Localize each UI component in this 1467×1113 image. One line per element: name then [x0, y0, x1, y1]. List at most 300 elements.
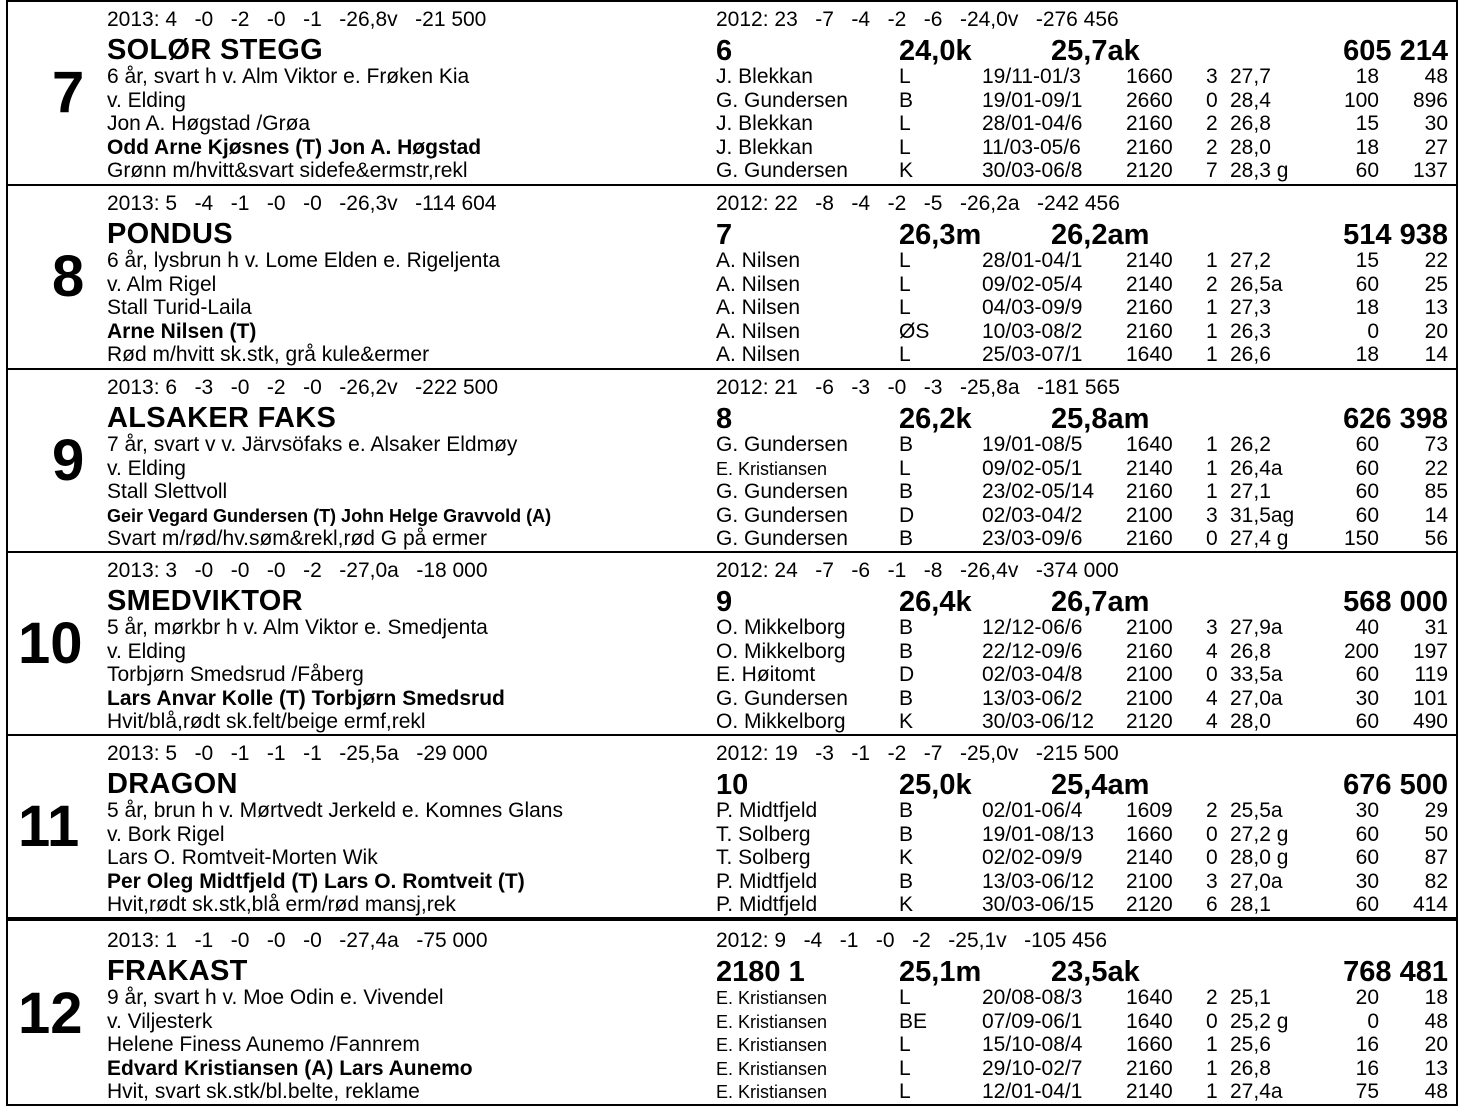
- info-line: Grønn m/hvitt&svart sidefe&ermstr,rekl: [107, 159, 468, 182]
- start-number: 10: [716, 769, 749, 801]
- info-line: v. Viljesterk: [107, 1010, 213, 1033]
- race-time: 28,4: [1230, 89, 1271, 112]
- race-distance: 2140: [1126, 846, 1173, 869]
- info-line: v. Elding: [107, 457, 186, 480]
- race-driver: E. Høitomt: [716, 663, 816, 686]
- info-line: Hvit,rødt sk.stk,blå erm/rød mansj,rek: [107, 893, 456, 916]
- race-place: 2: [1206, 136, 1218, 159]
- race-prize: 87: [1424, 846, 1448, 869]
- race-odds: 18: [1355, 65, 1379, 88]
- race-date: 30/03-06/15: [982, 893, 1095, 916]
- race-odds: 60: [1355, 457, 1379, 480]
- race-date: 20/08-08/3: [982, 986, 1083, 1009]
- info-line: Lars O. Romtveit-Morten Wik: [107, 846, 378, 869]
- race-odds: 200: [1343, 640, 1379, 663]
- race-track: B: [899, 527, 914, 550]
- race-date: 19/01-08/13: [982, 823, 1095, 846]
- race-time: 26,6: [1230, 343, 1271, 366]
- race-time: 26,8: [1230, 640, 1271, 663]
- race-distance: 1640: [1126, 1010, 1173, 1033]
- info-line: Rød m/hvitt sk.stk, grå kule&ermer: [107, 343, 430, 366]
- race-track: B: [899, 433, 914, 456]
- program-number: 8: [52, 244, 85, 309]
- total-earnings: 626 398: [1343, 403, 1448, 435]
- race-driver: T. Solberg: [716, 823, 811, 846]
- race-driver: G. Gundersen: [716, 687, 848, 710]
- total-earnings: 768 481: [1343, 956, 1448, 988]
- race-driver: G. Gundersen: [716, 480, 848, 503]
- race-place: 2: [1206, 112, 1218, 135]
- race-prize: 101: [1412, 687, 1448, 710]
- info-line: 9 år, svart h v. Moe Odin e. Vivendel: [107, 986, 444, 1009]
- race-date: 23/03-09/6: [982, 527, 1083, 550]
- race-time: 33,5a: [1230, 663, 1283, 686]
- race-driver: J. Blekkan: [716, 112, 813, 135]
- race-distance: 2160: [1126, 480, 1173, 503]
- info-line: v. Elding: [107, 640, 186, 663]
- race-distance: 2160: [1126, 320, 1173, 343]
- race-odds: 30: [1355, 799, 1379, 822]
- info-line: v. Bork Rigel: [107, 823, 225, 846]
- race-distance: 2120: [1126, 893, 1173, 916]
- race-place: 0: [1206, 846, 1218, 869]
- race-track: K: [899, 893, 914, 916]
- race-date: 02/01-06/4: [982, 799, 1083, 822]
- info-line: 7 år, svart v v. Järvsöfaks e. Alsaker Eldmøy: [107, 433, 518, 456]
- race-time: 25,1: [1230, 986, 1271, 1009]
- race-place: 6: [1206, 893, 1218, 916]
- race-time: 28,1: [1230, 893, 1271, 916]
- race-place: 1: [1206, 1033, 1218, 1056]
- race-place: 2: [1206, 986, 1218, 1009]
- race-time: 31,5ag: [1230, 504, 1295, 527]
- race-time: 26,2: [1230, 433, 1271, 456]
- race-distance: 1640: [1126, 986, 1173, 1009]
- race-date: 13/03-06/12: [982, 870, 1095, 893]
- race-track: B: [899, 616, 914, 639]
- race-odds: 16: [1355, 1057, 1379, 1080]
- stats-2012: 2012: 23 -7 -4 -2 -6 -24,0v -276 456: [716, 8, 1119, 31]
- race-date: 11/03-05/6: [982, 136, 1081, 159]
- info-line: Stall Slettvoll: [107, 480, 228, 503]
- race-time: 25,6: [1230, 1033, 1271, 1056]
- start-number: 2180 1: [716, 956, 805, 988]
- race-driver: E. Kristiansen: [716, 459, 828, 479]
- race-time: 28,0: [1230, 710, 1271, 733]
- race-date: 15/10-08/4: [982, 1033, 1083, 1056]
- race-odds: 150: [1343, 527, 1379, 550]
- horse-name: DRAGON: [107, 768, 238, 800]
- race-driver: E. Kristiansen: [716, 1059, 828, 1079]
- race-driver: G. Gundersen: [716, 527, 848, 550]
- race-date: 02/03-04/2: [982, 504, 1083, 527]
- race-prize: 48: [1424, 1080, 1448, 1103]
- race-prize: 85: [1424, 480, 1448, 503]
- race-distance: 2160: [1126, 527, 1173, 550]
- race-track: L: [899, 1057, 911, 1080]
- race-time: 27,9a: [1230, 616, 1283, 639]
- race-track: K: [899, 846, 914, 869]
- race-date: 22/12-09/6: [982, 640, 1083, 663]
- race-place: 0: [1206, 1010, 1218, 1033]
- race-place: 1: [1206, 249, 1218, 272]
- race-prize: 29: [1424, 799, 1448, 822]
- race-distance: 2100: [1126, 687, 1173, 710]
- race-odds: 60: [1355, 480, 1379, 503]
- race-odds: 60: [1355, 846, 1379, 869]
- program-number: 11: [18, 794, 80, 859]
- race-prize: 25: [1424, 273, 1448, 296]
- horse-name: FRAKAST: [107, 955, 248, 987]
- race-distance: 2160: [1126, 112, 1173, 135]
- race-date: 09/02-05/4: [982, 273, 1083, 296]
- race-prize: 896: [1412, 89, 1448, 112]
- race-odds: 60: [1355, 710, 1379, 733]
- race-driver: G. Gundersen: [716, 159, 848, 182]
- race-prize: 13: [1424, 296, 1448, 319]
- race-distance: 2100: [1126, 504, 1173, 527]
- info-line: Odd Arne Kjøsnes (T) Jon A. Høgstad: [107, 136, 482, 159]
- race-place: 1: [1206, 1057, 1218, 1080]
- race-prize: 490: [1412, 710, 1448, 733]
- record-time-1: 26,4k: [899, 586, 972, 618]
- race-distance: 2120: [1126, 710, 1173, 733]
- race-track: B: [899, 640, 914, 663]
- record-time-1: 24,0k: [899, 35, 972, 67]
- info-line: Edvard Kristiansen (A) Lars Aunemo: [107, 1057, 473, 1080]
- race-place: 3: [1206, 504, 1218, 527]
- race-driver: O. Mikkelborg: [716, 640, 846, 663]
- race-driver: E. Kristiansen: [716, 988, 828, 1008]
- race-place: 4: [1206, 687, 1218, 710]
- total-earnings: 568 000: [1343, 586, 1448, 618]
- race-time: 27,2: [1230, 249, 1271, 272]
- race-driver: E. Kristiansen: [716, 1082, 828, 1102]
- race-date: 12/01-04/1: [982, 1080, 1083, 1103]
- race-prize: 197: [1412, 640, 1448, 663]
- race-distance: 2160: [1126, 1057, 1173, 1080]
- race-place: 1: [1206, 457, 1218, 480]
- race-prize: 73: [1424, 433, 1448, 456]
- race-odds: 60: [1355, 504, 1379, 527]
- race-place: 0: [1206, 823, 1218, 846]
- program-number: 9: [52, 428, 85, 493]
- race-time: 26,4a: [1230, 457, 1283, 480]
- race-odds: 18: [1355, 296, 1379, 319]
- race-prize: 48: [1424, 1010, 1448, 1033]
- info-line: v. Elding: [107, 89, 186, 112]
- horse-name: SOLØR STEGG: [107, 34, 323, 66]
- race-date: 29/10-02/7: [982, 1057, 1083, 1080]
- race-time: 26,3: [1230, 320, 1271, 343]
- info-line: Lars Anvar Kolle (T) Torbjørn Smedsrud: [107, 687, 505, 710]
- race-distance: 2100: [1126, 663, 1173, 686]
- record-time-2: 26,2am: [1051, 219, 1150, 251]
- race-distance: 2160: [1126, 296, 1173, 319]
- race-date: 09/02-05/1: [982, 457, 1083, 480]
- race-odds: 60: [1355, 159, 1379, 182]
- info-line: Per Oleg Midtfjeld (T) Lars O. Romtveit (T): [107, 870, 525, 893]
- race-date: 19/01-08/5: [982, 433, 1083, 456]
- race-track: B: [899, 799, 914, 822]
- race-prize: 137: [1412, 159, 1448, 182]
- race-date: 02/03-04/8: [982, 663, 1083, 686]
- race-place: 1: [1206, 433, 1218, 456]
- race-distance: 2100: [1126, 870, 1173, 893]
- stats-2012: 2012: 19 -3 -1 -2 -7 -25,0v -215 500: [716, 742, 1119, 765]
- race-odds: 60: [1355, 273, 1379, 296]
- race-prize: 18: [1424, 986, 1448, 1009]
- race-odds: 75: [1355, 1080, 1379, 1103]
- race-prize: 20: [1424, 320, 1448, 343]
- info-line: v. Alm Rigel: [107, 273, 217, 296]
- race-odds: 100: [1343, 89, 1379, 112]
- race-track: B: [899, 89, 914, 112]
- race-distance: 1609: [1126, 799, 1173, 822]
- race-driver: A. Nilsen: [716, 320, 801, 343]
- info-line: Stall Turid-Laila: [107, 296, 252, 319]
- info-line: 5 år, brun h v. Mørtvedt Jerkeld e. Komnes Glans: [107, 799, 563, 822]
- record-time-1: 25,1m: [899, 956, 982, 988]
- race-driver: T. Solberg: [716, 846, 811, 869]
- stats-2013: 2013: 6 -3 -0 -2 -0 -26,2v -222 500: [107, 376, 499, 399]
- race-prize: 56: [1424, 527, 1448, 550]
- record-time-2: 25,8am: [1051, 403, 1150, 435]
- race-track: L: [899, 112, 911, 135]
- total-earnings: 676 500: [1343, 769, 1448, 801]
- info-line: Jon A. Høgstad /Grøa: [107, 112, 311, 135]
- race-place: 3: [1206, 616, 1218, 639]
- race-time: 27,4a: [1230, 1080, 1283, 1103]
- race-date: 19/11-01/3: [982, 65, 1081, 88]
- race-driver: G. Gundersen: [716, 89, 848, 112]
- record-time-1: 26,2k: [899, 403, 972, 435]
- race-place: 4: [1206, 710, 1218, 733]
- race-driver: G. Gundersen: [716, 504, 848, 527]
- race-distance: 2660: [1126, 89, 1173, 112]
- stats-2012: 2012: 24 -7 -6 -1 -8 -26,4v -374 000: [716, 559, 1119, 582]
- race-place: 7: [1206, 159, 1218, 182]
- race-distance: 2140: [1126, 273, 1173, 296]
- stats-2013: 2013: 4 -0 -2 -0 -1 -26,8v -21 500: [107, 8, 487, 31]
- race-time: 27,7: [1230, 65, 1271, 88]
- race-time: 27,2 g: [1230, 823, 1289, 846]
- race-track: L: [899, 65, 911, 88]
- race-time: 27,3: [1230, 296, 1271, 319]
- race-date: 10/03-08/2: [982, 320, 1083, 343]
- race-distance: 1660: [1126, 65, 1173, 88]
- race-time: 27,4 g: [1230, 527, 1289, 550]
- horse-entry: [6, 917, 1458, 1106]
- race-place: 2: [1206, 273, 1218, 296]
- race-prize: 48: [1424, 65, 1448, 88]
- race-time: 28,0 g: [1230, 846, 1289, 869]
- race-place: 1: [1206, 343, 1218, 366]
- race-odds: 60: [1355, 823, 1379, 846]
- race-odds: 20: [1355, 986, 1379, 1009]
- race-place: 0: [1206, 527, 1218, 550]
- race-track: B: [899, 687, 914, 710]
- race-time: 27,1: [1230, 480, 1271, 503]
- race-prize: 119: [1414, 663, 1448, 686]
- record-time-2: 25,4am: [1051, 769, 1150, 801]
- race-date: 28/01-04/6: [982, 112, 1083, 135]
- race-date: 13/03-06/2: [982, 687, 1083, 710]
- race-track: L: [899, 343, 911, 366]
- race-driver: O. Mikkelborg: [716, 710, 846, 733]
- race-distance: 1640: [1126, 343, 1173, 366]
- race-track: L: [899, 273, 911, 296]
- start-number: 7: [716, 219, 733, 251]
- race-track: L: [899, 457, 911, 480]
- race-date: 02/02-09/9: [982, 846, 1083, 869]
- info-line: 5 år, mørkbr h v. Alm Viktor e. Smedjenta: [107, 616, 488, 639]
- info-line: Geir Vegard Gundersen (T) John Helge Gravvold (A): [107, 506, 552, 526]
- info-line: Hvit/blå,rødt sk.felt/beige ermf,rekl: [107, 710, 426, 733]
- race-prize: 13: [1424, 1057, 1448, 1080]
- info-line: 6 år, svart h v. Alm Viktor e. Frøken Kia: [107, 65, 470, 88]
- race-date: 30/03-06/12: [982, 710, 1095, 733]
- race-track: L: [899, 296, 911, 319]
- race-odds: 60: [1355, 893, 1379, 916]
- program-number: 10: [18, 611, 83, 676]
- race-prize: 82: [1424, 870, 1448, 893]
- race-track: L: [899, 136, 911, 159]
- program-number: 12: [18, 981, 83, 1046]
- program-number: 7: [52, 60, 85, 125]
- horse-entry: [6, 368, 1458, 551]
- race-driver: A. Nilsen: [716, 296, 801, 319]
- race-driver: J. Blekkan: [716, 65, 813, 88]
- race-place: 4: [1206, 640, 1218, 663]
- race-time: 26,8: [1230, 1057, 1271, 1080]
- stats-2013: 2013: 5 -4 -1 -0 -0 -26,3v -114 604: [107, 192, 497, 215]
- race-driver: A. Nilsen: [716, 273, 801, 296]
- horse-name: ALSAKER FAKS: [107, 402, 337, 434]
- race-odds: 30: [1355, 870, 1379, 893]
- race-driver: P. Midtfjeld: [716, 799, 818, 822]
- race-distance: 1640: [1126, 433, 1173, 456]
- race-prize: 14: [1424, 504, 1448, 527]
- race-track: B: [899, 480, 914, 503]
- race-track: L: [899, 1033, 911, 1056]
- horse-entry: [6, 734, 1458, 917]
- race-prize: 14: [1424, 343, 1448, 366]
- horse-entry: [6, 0, 1458, 183]
- record-time-1: 26,3m: [899, 219, 982, 251]
- race-time: 25,5a: [1230, 799, 1283, 822]
- race-date: 28/01-04/1: [982, 249, 1083, 272]
- race-prize: 31: [1424, 616, 1448, 639]
- horse-entry: [6, 551, 1458, 734]
- race-driver: G. Gundersen: [716, 433, 848, 456]
- stats-2013: 2013: 1 -1 -0 -0 -0 -27,4a -75 000: [107, 929, 488, 952]
- horse-entry: [6, 184, 1458, 367]
- race-distance: 2120: [1126, 159, 1173, 182]
- record-time-2: 26,7am: [1051, 586, 1150, 618]
- info-line: Svart m/rød/hv.søm&rekl,rød G på ermer: [107, 527, 487, 550]
- race-track: D: [899, 504, 915, 527]
- race-track: BE: [899, 1010, 928, 1033]
- info-line: Hvit, svart sk.stk/bl.belte, reklame: [107, 1080, 420, 1103]
- race-prize: 22: [1424, 249, 1448, 272]
- race-place: 1: [1206, 320, 1218, 343]
- race-driver: A. Nilsen: [716, 249, 801, 272]
- race-odds: 40: [1355, 616, 1379, 639]
- race-time: 26,5a: [1230, 273, 1283, 296]
- race-distance: 2100: [1126, 616, 1173, 639]
- race-time: 28,3 g: [1230, 159, 1289, 182]
- race-prize: 30: [1424, 112, 1448, 135]
- race-prize: 414: [1412, 893, 1448, 916]
- race-track: B: [899, 870, 914, 893]
- race-place: 2: [1206, 799, 1218, 822]
- start-number: 6: [716, 35, 733, 67]
- stats-2012: 2012: 22 -8 -4 -2 -5 -26,2a -242 456: [716, 192, 1120, 215]
- info-line: Torbjørn Smedsrud /Fåberg: [107, 663, 364, 686]
- total-earnings: 514 938: [1343, 219, 1448, 251]
- race-distance: 1660: [1126, 823, 1173, 846]
- horse-name: SMEDVIKTOR: [107, 585, 303, 617]
- race-date: 30/03-06/8: [982, 159, 1083, 182]
- race-place: 1: [1206, 296, 1218, 319]
- race-driver: E. Kristiansen: [716, 1035, 828, 1055]
- race-place: 3: [1206, 65, 1218, 88]
- race-distance: 2160: [1126, 640, 1173, 663]
- race-place: 0: [1206, 89, 1218, 112]
- race-date: 12/12-06/6: [982, 616, 1083, 639]
- race-track: D: [899, 663, 915, 686]
- record-time-2: 25,7ak: [1051, 35, 1140, 67]
- info-line: Arne Nilsen (T): [107, 320, 257, 343]
- race-place: 1: [1206, 1080, 1218, 1103]
- race-time: 27,0a: [1230, 870, 1283, 893]
- race-time: 28,0: [1230, 136, 1271, 159]
- race-date: 25/03-07/1: [982, 343, 1083, 366]
- race-place: 0: [1206, 663, 1218, 686]
- start-number: 8: [716, 403, 733, 435]
- race-odds: 60: [1355, 663, 1379, 686]
- race-track: L: [899, 1080, 911, 1103]
- race-odds: 18: [1355, 343, 1379, 366]
- total-earnings: 605 214: [1343, 35, 1448, 67]
- race-driver: A. Nilsen: [716, 343, 801, 366]
- race-driver: J. Blekkan: [716, 136, 813, 159]
- race-prize: 27: [1424, 136, 1448, 159]
- race-odds: 0: [1367, 320, 1379, 343]
- race-track: L: [899, 986, 911, 1009]
- start-number: 9: [716, 586, 733, 618]
- race-odds: 60: [1355, 433, 1379, 456]
- stats-2013: 2013: 3 -0 -0 -0 -2 -27,0a -18 000: [107, 559, 488, 582]
- horse-name: PONDUS: [107, 218, 233, 250]
- race-distance: 2160: [1126, 136, 1173, 159]
- race-distance: 2140: [1126, 249, 1173, 272]
- race-date: 04/03-09/9: [982, 296, 1083, 319]
- info-line: Helene Finess Aunemo /Fannrem: [107, 1033, 420, 1056]
- race-date: 07/09-06/1: [982, 1010, 1083, 1033]
- race-time: 26,8: [1230, 112, 1271, 135]
- race-driver: O. Mikkelborg: [716, 616, 846, 639]
- race-track: B: [899, 823, 914, 846]
- race-driver: E. Kristiansen: [716, 1012, 828, 1032]
- stats-2012: 2012: 9 -4 -1 -0 -2 -25,1v -105 456: [716, 929, 1108, 952]
- race-odds: 30: [1355, 687, 1379, 710]
- record-time-2: 23,5ak: [1051, 956, 1140, 988]
- race-track: ØS: [899, 320, 930, 343]
- race-distance: 2140: [1126, 457, 1173, 480]
- race-driver: P. Midtfjeld: [716, 893, 818, 916]
